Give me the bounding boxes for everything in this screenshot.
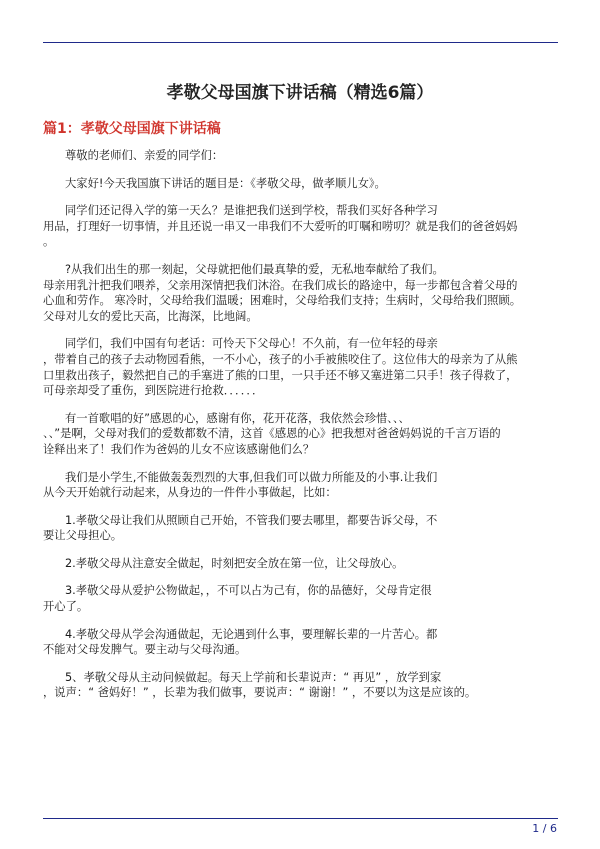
paragraph: [43, 411, 558, 458]
paragraph-line: 。: [43, 235, 55, 249]
paragraph: [43, 670, 558, 701]
paragraph-line: 可母亲却受了重伤，到医院进行抢救．．．．．．: [43, 384, 264, 398]
paragraph: [43, 583, 558, 614]
paragraph: [43, 262, 558, 324]
paragraph: [43, 513, 558, 544]
paragraph-line: 我们是小学生,不能做轰轰烈烈的大事,但我们可以做力所能及的小事.让我们: [65, 470, 438, 484]
paragraph: [43, 336, 558, 398]
paragraph-line: 大家好!今天我国旗下讲话的题目是：《孝敬父母，做孝顺儿女》。: [65, 176, 386, 190]
paragraph: [43, 556, 558, 572]
paragraph-line: ，说声：“ 爸妈好！” ，长辈为我们做事，要说声：“ 谢谢！” ，不要以为这是应该的。: [43, 686, 477, 700]
document-title: 孝敬父母国旗下讲话稿（精选6篇）: [166, 83, 434, 103]
paragraph: [43, 203, 558, 250]
paragraph-line: 不能对父母发脾气。要主动与父母沟通。: [43, 643, 247, 657]
paragraph-line: 有一首歌唱的好”感恩的心，感谢有你，花开花落，我依然会珍惜、、、: [65, 411, 410, 425]
paragraph: [43, 627, 558, 658]
paragraph-line: 同学们，我们中国有句老话：可怜天下父母心！不久前，有一位年轻的母亲: [65, 337, 438, 351]
paragraph-line: 要让父母担心。: [43, 529, 123, 543]
paragraph-line: 1.孝敬父母让我们从照顾自己开始，不管我们要去哪里，都要告诉父母，不: [65, 513, 438, 527]
paragraph: [43, 470, 558, 501]
section-heading: 篇1：孝敬父母国旗下讲话稿: [43, 121, 221, 137]
paragraph-line: 开心了。: [43, 600, 89, 614]
paragraph-line: ，带着自己的孩子去动物园看熊，一不小心，孩子的小手被熊咬住了。这位伟大的母亲为了从熊: [43, 352, 518, 366]
paragraph-line: 4.孝敬父母从学会沟通做起，无论遇到什么事，要理解长辈的一片苦心。都: [65, 627, 438, 641]
paragraph-line: 诠释出来了！我们作为爸妈的儿女不应该感谢他们么？: [43, 442, 315, 456]
paragraph-line: 尊敬的老师们、亲爱的同学们：: [65, 149, 224, 162]
paragraph-line: 3.孝敬父母从爱护公物做起，，不可以占为己有，你的品德好，父母肯定很: [65, 584, 432, 598]
paragraph-line: 、、”是啊，父母对我们的爱数都数不清，这首《感恩的心》把我想对爸爸妈妈说的千言万语的: [43, 427, 501, 441]
paragraph-line: 5、孝敬父母从主动问候做起。每天上学前和长辈说声：“ 再见” ，放学到家: [65, 670, 442, 684]
document-body: [43, 148, 558, 713]
page-number: 1 / 6: [532, 822, 557, 835]
paragraph-line: 用品，打理好一切事情，并且还说一串又一串我们不大爱听的叮嘱和唠叨？就是我们的爸爸妈妈: [43, 219, 518, 233]
paragraph-line: 从今天开始就行动起来，从身边的一件件小事做起，比如：: [43, 486, 337, 500]
header-rule: [43, 42, 558, 43]
paragraph-line: 口里救出孩子，毅然把自己的手塞进了熊的口里，一只手还不够又塞进第二只手！孩子得救了，: [43, 368, 518, 382]
paragraph-line: 同学们还记得入学的第一天么？是谁把我们送到学校，帮我们买好各种学习: [65, 204, 438, 218]
paragraph-line: 父母对儿女的爱比天高，比海深，比地阔。: [43, 309, 258, 323]
paragraph-line: ?从我们出生的那一刻起，父母就把他们最真挚的爱，无私地奉献给了我们。: [65, 262, 444, 276]
footer-rule: [43, 818, 558, 819]
paragraph-line: 心血和劳作。 寒冷时，父母给我们温暖；困难时，父母给我们支持；生病时，父母给我们照顾。: [43, 294, 522, 308]
paragraph: [43, 176, 558, 192]
paragraph: [43, 148, 558, 164]
paragraph-line: 母亲用乳汁把我们喂养，父亲用深情把我们沐浴。在我们成长的路途中，每一步都包含着父母的: [43, 278, 518, 292]
paragraph-line: 2.孝敬父母从注意安全做起，时刻把安全放在第一位，让父母放心。: [65, 556, 404, 570]
